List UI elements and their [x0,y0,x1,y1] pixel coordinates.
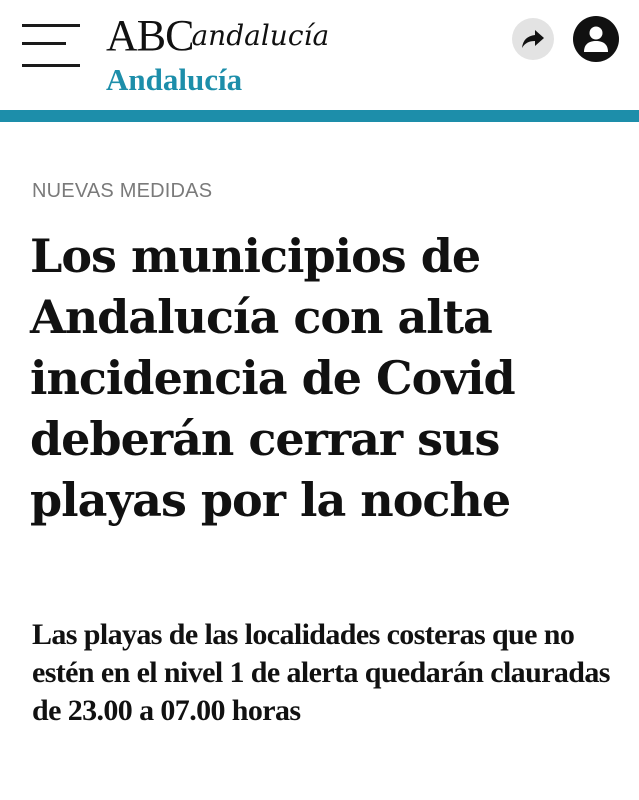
menu-bar-middle [22,42,66,45]
share-arrow-icon [520,27,546,51]
menu-bar-bottom [22,64,80,67]
section-link[interactable]: Andalucía [106,62,243,97]
user-account-icon [582,24,610,54]
header-accent-bar [0,110,639,122]
share-button[interactable] [512,18,554,60]
site-header [0,0,639,110]
logo-region-text: andalucía [191,19,330,52]
menu-bar-top [22,24,80,27]
article-kicker: NUEVAS MEDIDAS [32,180,213,202]
logo-abc-text: ABC [106,11,194,60]
site-logo[interactable] [106,12,329,60]
article-subheadline: Las playas de las localidades costeras que no estén en el nivel 1 de alerta quedarán clauradas de 23.00 a 07.00 horas [32,618,610,727]
account-button[interactable] [573,16,619,62]
hamburger-menu-icon[interactable] [18,18,82,72]
article-headline: Los municipios de Andalucía con alta incidencia de Covid deberán cerrar sus playas por la noche [30,229,515,527]
